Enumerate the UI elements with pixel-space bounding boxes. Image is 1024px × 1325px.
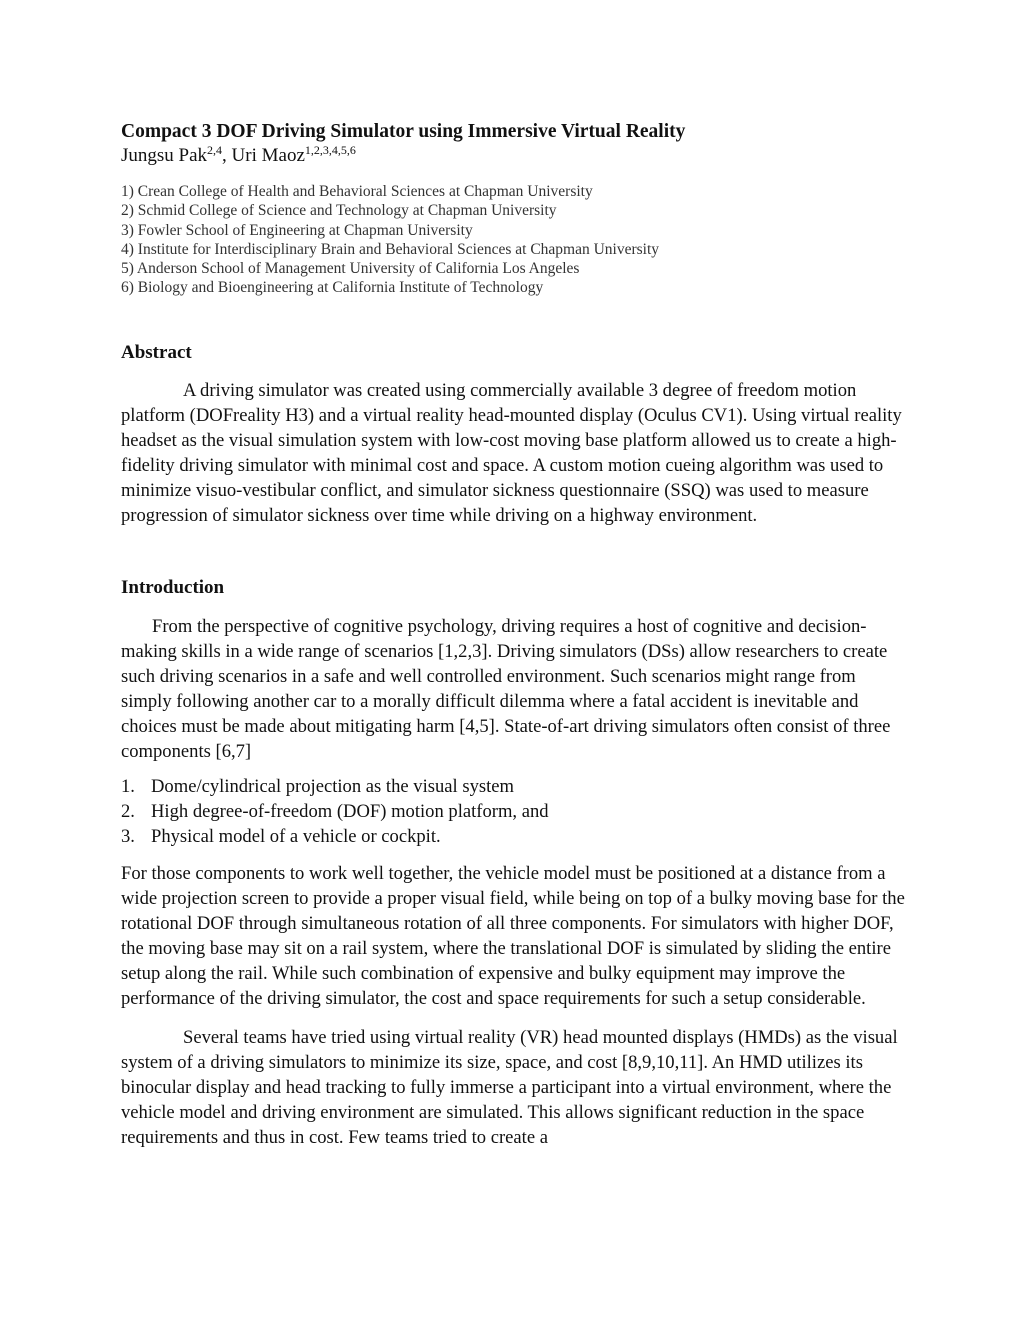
introduction-heading: Introduction bbox=[121, 576, 225, 598]
list-item bbox=[121, 824, 911, 849]
list-item-number: 2. bbox=[121, 800, 135, 822]
list-item bbox=[121, 799, 911, 824]
paper-title: Compact 3 DOF Driving Simulator using Immersive Virtual Reality bbox=[121, 121, 686, 142]
affiliation-item: 4) Institute for Interdisciplinary Brain and Behavioral Sciences at Chapman University bbox=[121, 240, 660, 258]
affiliation-item: 6) Biology and Bioengineering at California Institute of Technology bbox=[121, 279, 544, 297]
list-item-number: 1. bbox=[121, 775, 135, 797]
abstract-text: A driving simulator was created using commercially available 3 degree of freedom motion platform (DOFreality H3) and a virtual reality head-mounted display (Oculus CV1). Using virtual reality headset as the visual simulation system with low-cost moving base platform allowed us to create a high-fidelity driving simulator with minimal cost and space. A custom motion cueing algorithm was used to minimize visuo-vestibular conflict, and simulator sickness questionnaire (SSQ) was used to measure progression of simulator sickness over time while driving on a highway environment. bbox=[121, 379, 902, 526]
list-item-number: 3. bbox=[121, 825, 135, 847]
author-name: Uri Maoz bbox=[231, 145, 305, 166]
introduction-paragraph: For those components to work well together, the vehicle model must be positioned at a distance from a wide projection screen to provide a proper visual field, while being on top of a bulky moving base for the rotational DOF through simultaneous rotation of all three components. For simulators with higher DOF, the moving base may sit on a rail system, where the translational DOF is simulated by sliding the entire setup along the rail. While such combination of expensive and bulky equipment may improve the performance of the driving simulator, the cost and space requirements for such a setup considerable. bbox=[121, 862, 905, 1009]
author-affiliation-marks: 2,4 bbox=[207, 143, 223, 157]
affiliation-item: 1) Crean College of Health and Behavioral Sciences at Chapman University bbox=[121, 183, 593, 200]
author-name: Jungsu Pak bbox=[121, 145, 208, 166]
introduction-paragraph: From the perspective of cognitive psychology, driving requires a host of cognitive and decision-making skills in a wide range of scenarios [1,2,3]. Driving simulators (DSs) allow researchers to create such driving scenarios in a safe and well controlled environment. Such scenarios might range from simply following another car to a morally difficult dilemma where a fatal accident is inevitable and choices must be made about mitigating harm [4,5]. State-of-art driving simulators often consist of three components [6,7] bbox=[121, 615, 891, 762]
author-line bbox=[121, 144, 911, 168]
author-affiliation-marks: 1,2,3,4,5,6 bbox=[304, 143, 356, 157]
author-separator: , bbox=[222, 145, 232, 166]
list-item-text: Physical model of a vehicle or cockpit. bbox=[151, 825, 441, 847]
affiliation-item: 2) Schmid College of Science and Technology at Chapman University bbox=[121, 202, 557, 220]
affiliation-item: 5) Anderson School of Management University of California Los Angeles bbox=[121, 260, 580, 278]
introduction-paragraph: Several teams have tried using virtual reality (VR) head mounted displays (HMDs) as the visual system of a driving simulators to minimize its size, space, and cost [8,9,10,11]. An HMD utilizes its binocular display and head tracking to fully immerse a participant into a virtual environment, where the vehicle model and driving environment are simulated. This allows significant reduction in the space requirements and thus in cost. Few teams tried to create a bbox=[121, 1026, 898, 1148]
paper-page bbox=[121, 120, 911, 1150]
list-item bbox=[121, 774, 911, 799]
affiliation-item: 3) Fowler School of Engineering at Chapman University bbox=[121, 221, 473, 239]
list-item-text: High degree-of-freedom (DOF) motion platform, and bbox=[151, 800, 549, 822]
affiliation-list bbox=[121, 182, 911, 298]
abstract-heading: Abstract bbox=[121, 341, 192, 363]
components-list bbox=[121, 774, 911, 849]
list-item-text: Dome/cylindrical projection as the visual system bbox=[151, 775, 515, 797]
